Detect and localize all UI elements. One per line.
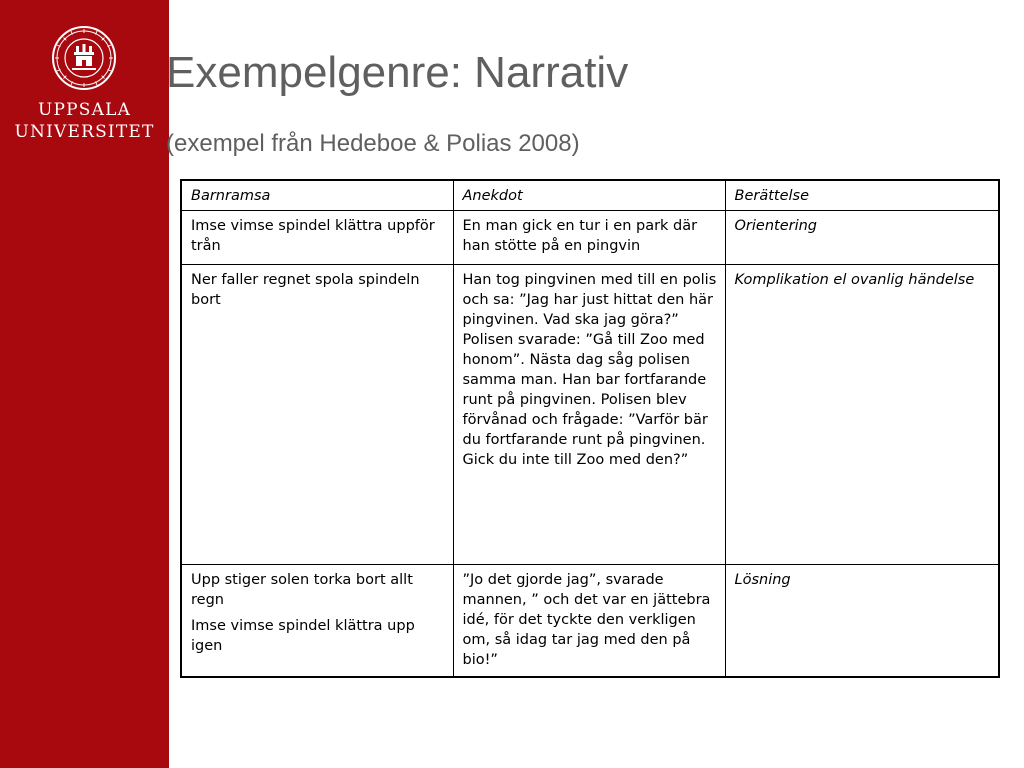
header-berattelse: Berättelse: [725, 180, 999, 211]
cell-text: Imse vimse spindel klättra uppför trån: [191, 218, 435, 254]
cell-barnramsa: [181, 211, 453, 265]
university-name-line2: UNIVERSITET: [14, 122, 155, 142]
cell-berattelse: Orientering: [725, 211, 999, 265]
cell-paragraph: Upp stiger solen torka bort allt regn: [191, 572, 413, 608]
cell-berattelse: Komplikation el ovanlig händelse: [725, 265, 999, 565]
header-barnramsa: Barnramsa: [181, 180, 453, 211]
brand-sidebar: [0, 0, 169, 768]
table-row: [181, 211, 999, 265]
cell-berattelse: Lösning: [725, 565, 999, 678]
cell-barnramsa: [181, 265, 453, 565]
genre-table: [180, 179, 1000, 678]
table-header-row: [181, 180, 999, 211]
university-name-line1: UPPSALA: [37, 100, 132, 120]
table-row: [181, 565, 999, 678]
cell-text: Ner faller regnet spola spindeln bort: [191, 272, 420, 308]
cell-anekdot: En man gick en tur i en park där han stötte på en pingvin: [453, 211, 725, 265]
cell-paragraph: Imse vimse spindel klättra upp igen: [191, 618, 415, 654]
table-row: [181, 265, 999, 565]
cell-barnramsa: [181, 565, 453, 678]
university-seal-icon: [51, 25, 117, 91]
slide-title: Exempelgenre: Narrativ: [166, 48, 629, 97]
cell-anekdot: Han tog pingvinen med till en polis och sa: ”Jag har just hittat den här pingvinen. Vad ska jag göra?” Polisen svarade: ”Gå till Zoo med honom”. Nästa dag såg polisen samma man. Han bar fortfarande runt på pingvinen. Polisen blev förvånad och frågade: ”Varför bär du fortfarande runt på pingvinen. Gick du inte till Zoo med den?”: [453, 265, 725, 565]
slide-subtitle: (exempel från Hedeboe & Polias 2008): [166, 130, 580, 157]
cell-anekdot: ”Jo det gjorde jag”, svarade mannen, ” och det var en jättebra idé, för det tyckte den verkligen om, så idag tar jag med den på bio!”: [453, 565, 725, 678]
header-anekdot: Anekdot: [453, 180, 725, 211]
